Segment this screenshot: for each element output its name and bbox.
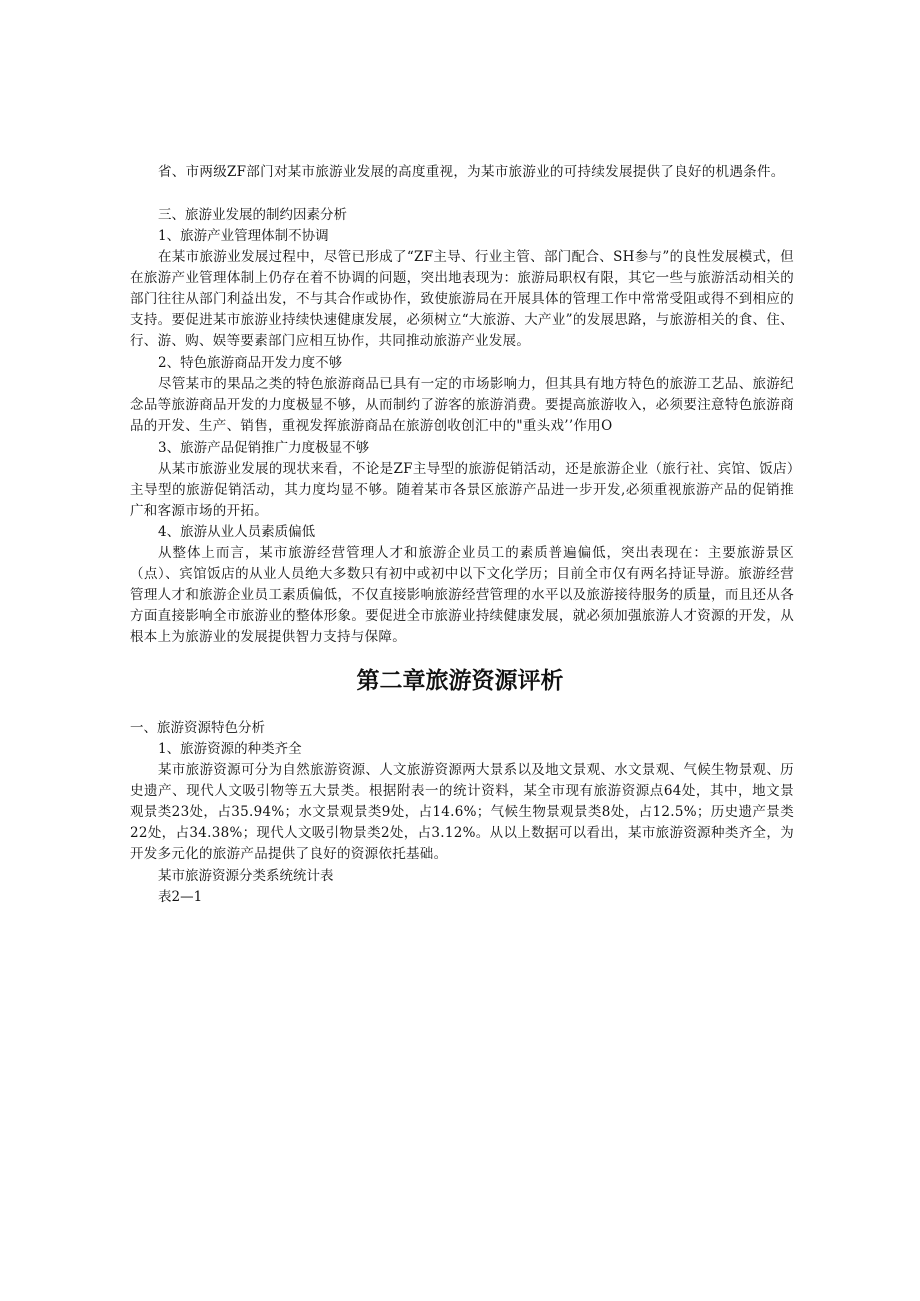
paragraph: 尽管某市的果品之类的特色旅游商品已具有一定的市场影响力，但其具有地方特色的旅游工艺品、旅游纪念品等旅游商品开发的力度极显不够，从而制约了游客的旅游消费。要提高旅游收入，必须要注意特色旅游商品的开发、生产、销售，重视发挥旅游商品在旅游创收创汇中的"重头戏’’作用O [130, 376, 794, 434]
paragraph: 从某市旅游业发展的现状来看，不论是ZF主导型的旅游促销活动，还是旅游企业（旅行社、宾馆、饭店）主导型的旅游促销活动，其力度均显不够。随着某市各景区旅游产品进一步开发,必须重视旅游产品的促销推广和客源市场的开拓。 [130, 461, 794, 519]
table-caption: 某市旅游资源分类系统统计表 [158, 868, 334, 884]
subsection-heading: 1、旅游产业管理体制不协调 [158, 228, 329, 244]
paragraph: 在某市旅游业发展过程中，尽管已形成了“ZF主导、行业主管、部门配合、SH参与”的良性发展模式，但在旅游产业管理体制上仍存在着不协调的问题，突出地表现为：旅游局职权有限，其它一些与旅游活动相关的部门往往从部门利益出发，不与其合作或协作，致使旅游局在开展具体的管理工作中常常受阻或得不到相应的支持。要促进某市旅游业持续快速健康发展，必须树立“大旅游、大产业”的发展思路，与旅游相关的食、住、行、游、购、娱等要素部门应相互协作，共同推动旅游产业发展。 [130, 249, 794, 349]
section-heading: 三、旅游业发展的制约因素分析 [158, 207, 347, 223]
subsection-heading: 1、旅游资源的种类齐全 [158, 741, 302, 757]
subsection-heading: 2、特色旅游商品开发力度不够 [158, 355, 343, 371]
subsection-heading: 3、旅游产品促销推广力度极显不够 [158, 440, 370, 456]
subsection-heading: 4、旅游从业人员素质偏低 [158, 524, 316, 540]
intro-paragraph: 省、市两级ZF部门对某市旅游业发展的高度重视，为某市旅游业的可持续发展提供了良好的机遇条件。 [158, 164, 785, 180]
paragraph: 从整体上而言，某市旅游经营管理人才和旅游企业员工的素质普遍偏低，突出表现在：主要旅游景区（点）、宾馆饭店的从业人员绝大多数只有初中或初中以下文化学历；目前全市仅有两名持证导游。旅游经营管理人才和旅游企业员工素质偏低，不仅直接影响旅游经营管理的水平以及旅游接待服务的质量，而且还从各方面直接影响全市旅游业的整体形象。要促进全市旅游业持续健康发展，就必须加强旅游人才资源的开发，从根本上为旅游业的发展提供智力支持与保障。 [130, 545, 794, 645]
paragraph: 某市旅游资源可分为自然旅游资源、人文旅游资源两大景系以及地文景观、水文景观、气候生物景观、历史遗产、现代人文吸引物等五大景类。根据附表一的统计资料，某全市现有旅游资源点64处，其中，地文景观景类23处，占35.94%；水文景观景类9处，占14.6%；气候生物景观景类8处，占12.5%；历史遗产景类22处，占34.38%；现代人文吸引物景类2处，占3.12%。从以上数据可以看出，某市旅游资源种类齐全，为开发多元化的旅游产品提供了良好的资源依托基础。 [130, 762, 794, 862]
chapter-title: 第二章旅游资源评析 [356, 668, 564, 694]
section-heading: 一、旅游资源特色分析 [130, 720, 265, 736]
table-number: 表2—1 [158, 889, 203, 905]
